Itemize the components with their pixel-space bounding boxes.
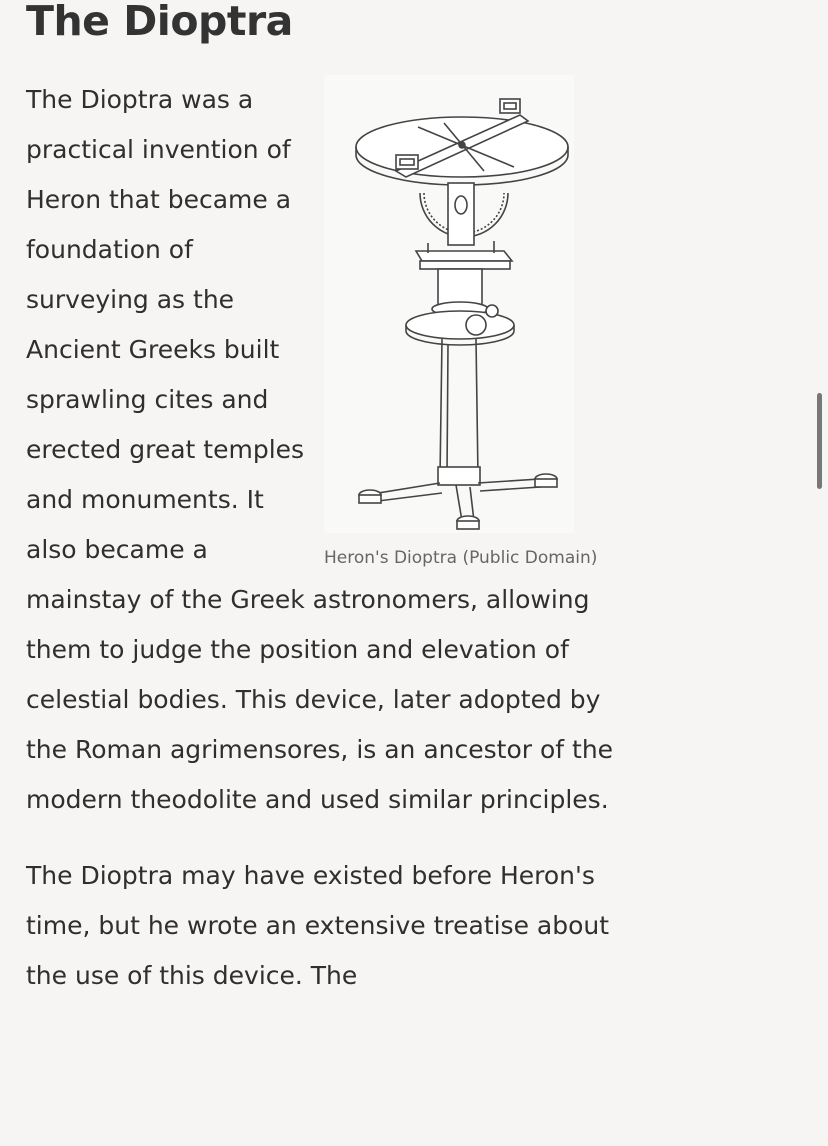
paragraph: The Dioptra may have existed before Heron's time, but he wrote an extensive treatise about the use of this device. The <box>26 861 610 990</box>
article-body <box>26 75 626 1001</box>
figure-caption: Heron's Dioptra (Public Domain) <box>324 548 598 568</box>
page-title: The Dioptra <box>26 0 293 45</box>
scrollbar-thumb[interactable] <box>817 393 822 489</box>
dioptra-drawing <box>324 75 574 533</box>
dioptra-image[interactable] <box>324 75 574 533</box>
figure <box>324 75 654 569</box>
paragraph: The Dioptra was a practical invention of Heron that became a foundation of surveying as the Ancient Greeks built sprawling cites and erected great temples and monuments. It also became a mainstay of the Greek astronomers, allowing them to judge the position and elevation of celestial bodies. This device, later adopted by the Roman agrimensores, is an ancestor of the modern theodolite and used similar principles. <box>26 85 614 814</box>
